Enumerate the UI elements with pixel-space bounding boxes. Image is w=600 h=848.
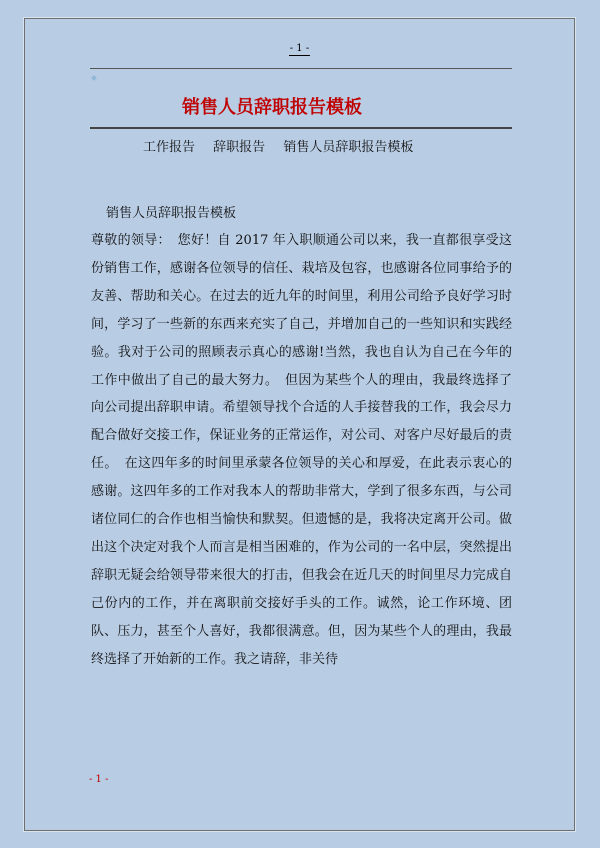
document-title: 销售人员辞职报告模板 (182, 97, 362, 118)
decorative-mark (91, 75, 97, 81)
body-paragraph: 尊敬的领导： 您好！自 2017 年入职顺通公司以来，我一直都很享受这份销售工作，感谢各位领导的信任、栽培及包容，也感谢各位同事给予的友善、帮助和关心。在过去的近九年的时间里，利用公司给予良好学习时间，学习了一些新的东西来充实了自己，并增加自己的一些知识和实践经验。我对于公司的照顾表示真心的感谢!当然，我也自认为自己在今年的工作中做出了自己的最大努力。 但因为某些个人的理由，我最终选择了向公司提出辞职申请。希望领导找个合适的人手接替我的工作，我会尽力配合做好交接工作，保证业务的正常运作，对公司、对客户尽好最后的责任。 在这四年多的时间里承蒙各位领导的关心和厚爱，在此表示衷心的感谢。这四年多的工作对我本人的帮助非常大，学到了很多东西，与公司诸位同仁的合作也相当愉快和默契。但遗憾的是，我将决定离开公司。做出这个决定对我个人而言是相当困难的，作为公司的一名中层，突然提出辞职无疑会给领导带来很大的打击，但我会在近几天的时间里尽力完成自己份内的工作，并在离职前交接好手头的工作。诚然，论工作环境、团队、压力，甚至个人喜好，我都很满意。但，因为某些个人的理由，我最终选择了开始新的工作。我之请辞，非关待 (91, 233, 512, 667)
tag-item: 工作报告 (143, 140, 196, 155)
header-divider (90, 68, 512, 69)
title-divider (90, 127, 512, 129)
tag-item: 销售人员辞职报告模板 (283, 140, 414, 155)
tag-item: 辞职报告 (213, 140, 266, 155)
document-page (24, 18, 575, 831)
tag-list (143, 136, 427, 155)
header-page-number: - 1 - (289, 43, 310, 54)
document-subtitle: 销售人员辞职报告模板 (106, 206, 237, 221)
footer-page-number: - 1 - (89, 774, 109, 785)
document-body (91, 227, 512, 674)
